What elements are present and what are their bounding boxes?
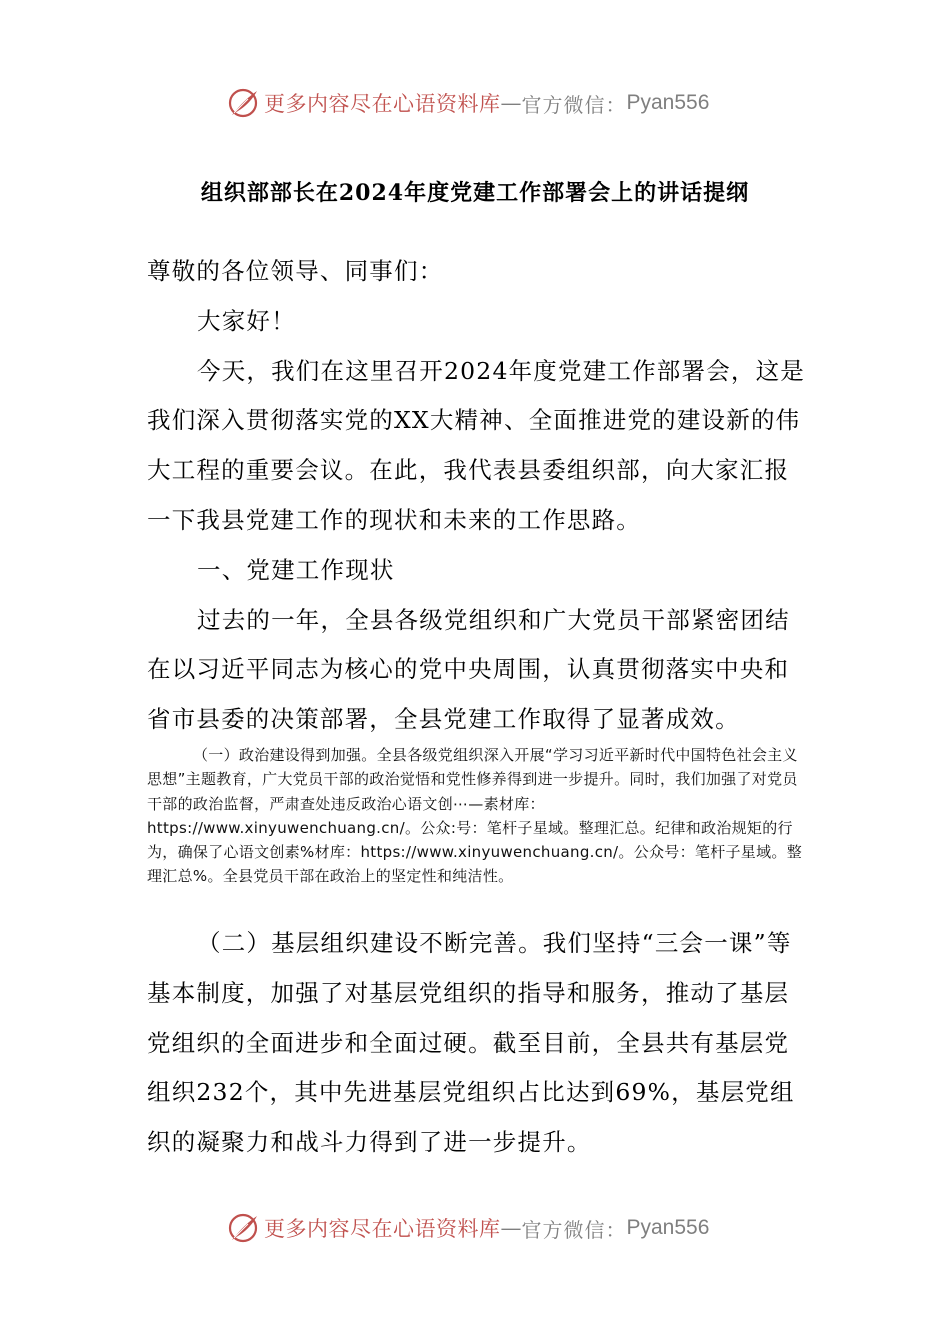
document-body-upper [147, 247, 807, 745]
quill-pen-logo-icon [226, 1211, 260, 1245]
banner-separator: — [500, 1216, 522, 1240]
banner-wechat-label: 官方微信： [521, 92, 627, 117]
footer-banner[interactable] [226, 1208, 726, 1248]
banner-separator: — [500, 91, 522, 115]
document-title: 组织部部长在2024年度党建工作部署会上的讲话提纲 [200, 180, 750, 206]
point1-paragraph: （一）政治建设得到加强。全县各级党组织深入开展“学习习近平新时代中国特色社会主义思想”主题教育，广大党员干部的政治觉悟和党性修养得到进一步提升。同时，我们加强了对党员干部的政治监督，严肃查处违反政治心语文创⋯—素材库：https://www.xinyuwenchuang.cn/。公众:号：笔杆子星域。整理汇总。纪律和政治规矩的行为，确保了心语文创素%材库：https://www.xinyuwenchuang.cn/。公众号：笔杆子星域。整理汇总%。全县党员干部在政治上的坚定性和纯洁性。 [147, 746, 803, 886]
section1-summary: 过去的一年，全县各级党组织和广大党员干部紧密团结在以习近平同志为核心的党中央周围，认真贯彻落实中央和省市县委的决策部署，全县党建工作取得了显著成效。 [147, 605, 790, 734]
section1-heading: 一、党建工作现状 [197, 555, 395, 584]
greeting: 大家好！ [197, 306, 296, 335]
banner-wechat-label: 官方微信： [521, 1217, 627, 1242]
header-banner[interactable] [226, 83, 726, 123]
banner-wechat-id: Pyan556 [626, 91, 710, 114]
intro-paragraph: 今天，我们在这里召开2024年度党建工作部署会，这是我们深入贯彻落实党的XX大精神、全面推进党的建设新的伟大工程的重要会议。在此，我代表县委组织部，向大家汇报一下我县党建工作的现状和未来的工作思路。 [147, 356, 806, 534]
point2-paragraph: （二）基层组织建设不断完善。我们坚持“三会一课”等基本制度，加强了对基层党组织的指导和服务，推动了基层党组织的全面进步和全面过硬。截至目前，全县共有基层党组织232个，其中先进基层党组织占比达到69%，基层党组织的凝聚力和战斗力得到了进一步提升。 [147, 929, 795, 1157]
banner-brand-text: 更多内容尽在心语资料库 [264, 92, 501, 116]
quill-pen-logo-icon [226, 86, 260, 120]
salutation: 尊敬的各位领导、同事们： [147, 257, 444, 285]
banner-brand-text: 更多内容尽在心语资料库 [264, 1217, 501, 1241]
banner-wechat-id: Pyan556 [626, 1216, 710, 1239]
document-body-lower [147, 919, 807, 1168]
